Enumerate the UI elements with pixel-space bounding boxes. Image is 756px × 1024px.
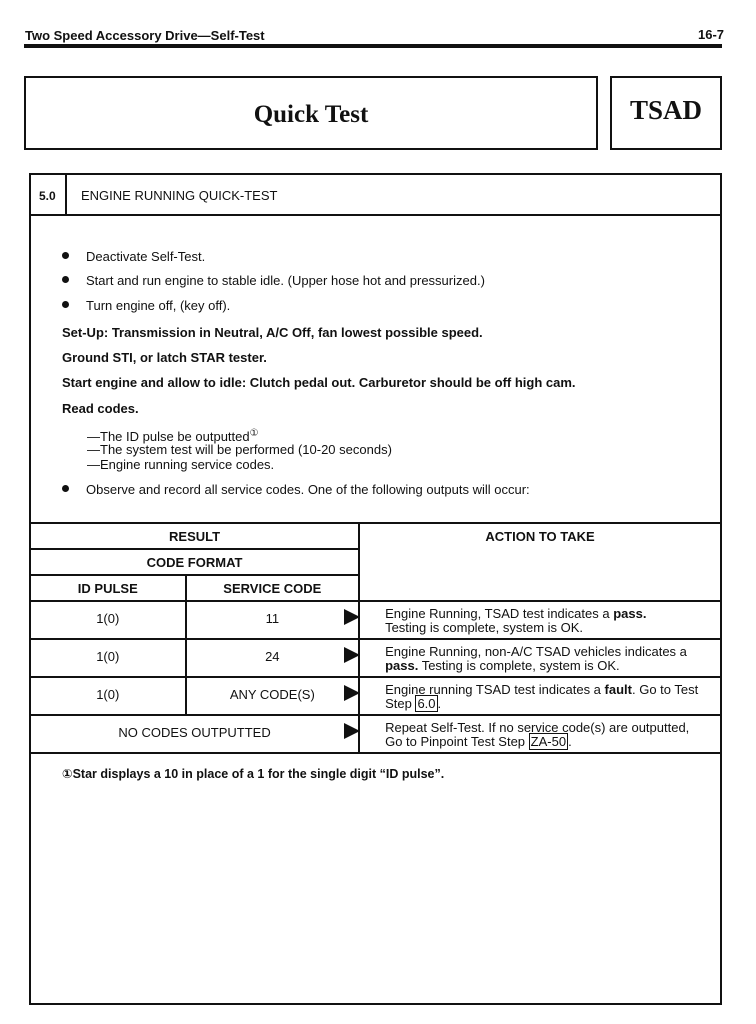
arrow-right-icon xyxy=(344,685,360,701)
system-title: TSAD xyxy=(629,94,703,125)
id-pulse-cell: 1(0) xyxy=(30,639,186,677)
action-result: pass. xyxy=(385,658,419,673)
action-header: ACTION TO TAKE xyxy=(359,523,721,601)
read-codes-item: —The system test will be performed (10-20 seconds) xyxy=(87,442,392,457)
step-number: 5.0 xyxy=(39,189,56,203)
service-code-cell xyxy=(186,677,360,715)
action-text: Engine Running, non-A/C TSAD vehicles indicates a xyxy=(385,644,687,659)
read-codes-item-text: —The ID pulse be outputted xyxy=(87,429,250,444)
service-code-header: SERVICE CODE xyxy=(186,575,360,601)
header-rule xyxy=(24,44,722,48)
test-step-ref: 6.0 xyxy=(417,696,436,711)
read-codes-item: —Engine running service codes. xyxy=(87,457,275,472)
bullet-item xyxy=(62,482,530,497)
banner-title: Quick Test xyxy=(253,101,369,128)
footnote xyxy=(62,766,444,781)
service-code-value: 24 xyxy=(265,649,280,664)
page-header-title: Two Speed Accessory Drive—Self-Test xyxy=(25,28,265,43)
bullet-text: Turn engine off, (key off). xyxy=(86,298,231,313)
result-header: RESULT xyxy=(30,523,359,549)
page-number: 16-7 xyxy=(698,27,725,42)
table-row xyxy=(30,639,721,677)
quick-test-banner xyxy=(24,76,598,150)
arrow-right-icon xyxy=(344,723,360,739)
table-row xyxy=(30,601,721,639)
no-codes-label: NO CODES OUTPUTTED xyxy=(118,725,271,740)
footnote-text: Star displays a 10 in place of a 1 for the single digit “ID pulse”. xyxy=(72,767,445,781)
action-text: . Go to Test Step xyxy=(385,682,699,711)
table-row xyxy=(30,677,721,715)
action-text: Engine Running, TSAD test indicates a xyxy=(385,606,614,621)
bullet-item xyxy=(62,298,230,313)
pinpoint-step-ref: ZA-50 xyxy=(530,734,567,749)
arrow-right-icon xyxy=(344,647,360,663)
bullet-icon xyxy=(62,252,69,259)
step-title: ENGINE RUNNING QUICK-TEST xyxy=(81,188,278,203)
code-format-header: CODE FORMAT xyxy=(30,549,359,575)
bullet-icon xyxy=(62,485,69,492)
action-text: Repeat Self-Test. If no service code(s) are outputted, Go to Pinpoint Test Step xyxy=(385,720,690,749)
action-text: Testing is complete, system is OK. xyxy=(385,620,584,635)
action-result: pass. xyxy=(613,606,647,621)
table-row xyxy=(30,715,721,753)
system-banner xyxy=(610,76,722,150)
action-result: fault xyxy=(604,682,632,697)
id-pulse-header: ID PULSE xyxy=(30,575,186,601)
setup-instruction: Set-Up: Transmission in Neutral, A/C Off, fan lowest possible speed. xyxy=(62,325,483,340)
footnote-marker: ① xyxy=(249,428,259,439)
bullet-text: Start and run engine to stable idle. (Upper hose hot and pressurized.) xyxy=(86,273,485,288)
id-pulse-cell: 1(0) xyxy=(30,601,186,639)
bullet-item xyxy=(62,249,205,264)
arrow-right-icon xyxy=(344,609,360,625)
action-cell xyxy=(359,601,721,639)
action-cell xyxy=(359,639,721,677)
bullet-text: Deactivate Self-Test. xyxy=(86,249,206,264)
action-text: Testing is complete, system is OK. xyxy=(418,658,620,673)
service-code-cell xyxy=(186,639,360,677)
bullet-icon xyxy=(62,301,69,308)
bullet-text: Observe and record all service codes. One of the following outputs will occur: xyxy=(86,482,530,497)
ground-instruction: Ground STI, or latch STAR tester. xyxy=(62,350,267,365)
results-table xyxy=(29,522,722,754)
bullet-icon xyxy=(62,276,69,283)
id-pulse-cell: 1(0) xyxy=(30,677,186,715)
read-codes-instruction: Read codes. xyxy=(62,401,139,416)
start-instruction: Start engine and allow to idle: Clutch pedal out. Carburetor should be off high cam. xyxy=(62,375,576,390)
step-divider xyxy=(65,175,67,215)
bullet-item xyxy=(62,273,485,288)
service-code-cell xyxy=(186,601,360,639)
action-cell: Repeat Self-Test. If no service code(s) are outputted, Go to Pinpoint Test Step ZA-50 . xyxy=(359,715,721,753)
no-codes-cell xyxy=(30,715,359,753)
service-code-value: ANY CODE(S) xyxy=(229,687,315,702)
action-text: Engine running TSAD test indicates a xyxy=(385,682,605,697)
service-code-value: 11 xyxy=(265,611,280,626)
footnote-marker: ① xyxy=(62,767,73,781)
action-cell: Engine running TSAD test indicates a fault. Go to Test Step 6.0 . xyxy=(359,677,721,715)
